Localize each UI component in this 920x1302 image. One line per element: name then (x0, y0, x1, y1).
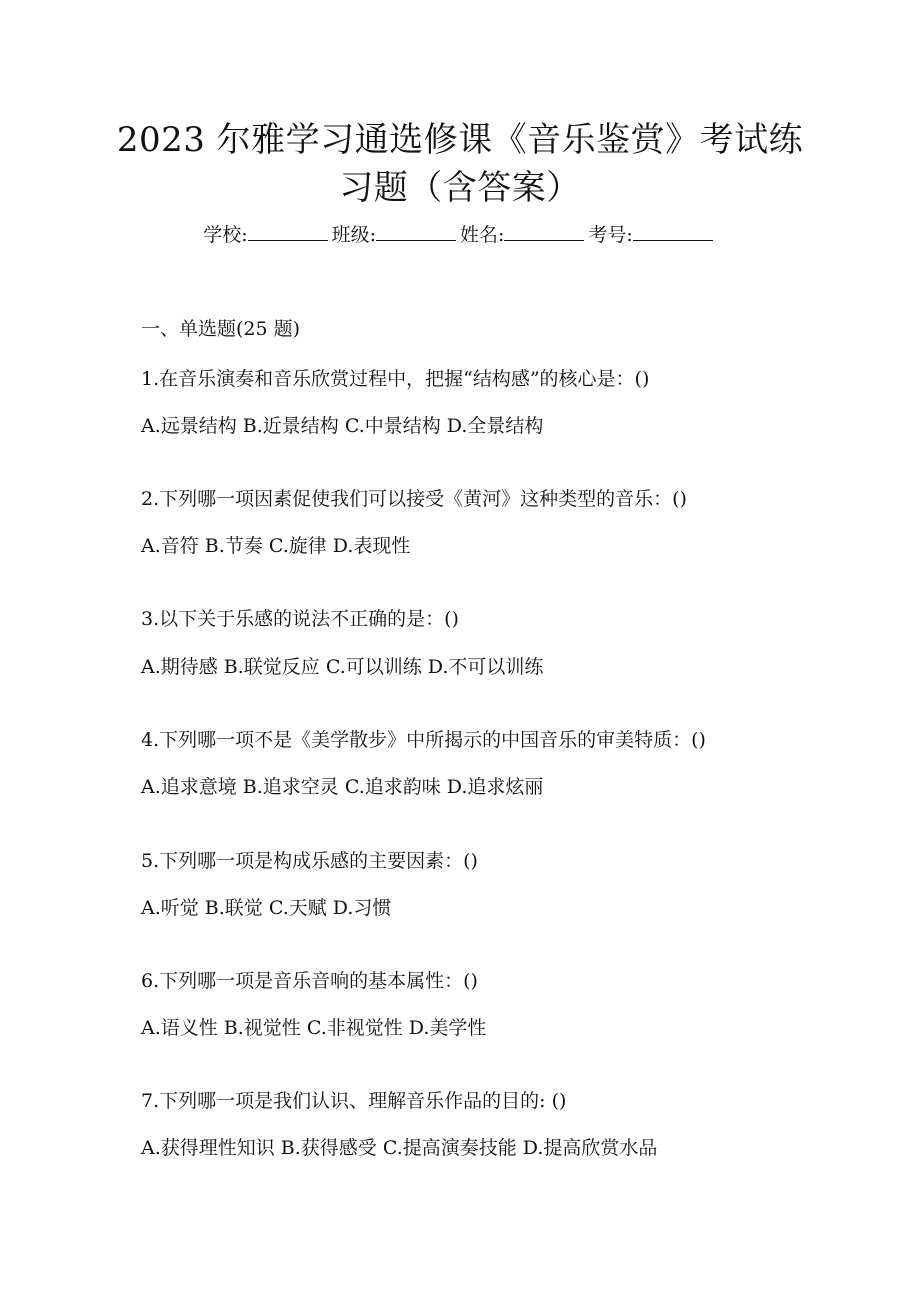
question-text: 1.在音乐演奏和音乐欣赏过程中，把握“结构感”的核心是：() (141, 368, 650, 390)
exam-number-label: 考号: (588, 224, 633, 246)
section-title: 一、单选题(25 题) (141, 318, 301, 340)
class-blank (376, 222, 456, 241)
question-options: A.远景结构 B.近景结构 C.中景结构 D.全景结构 (141, 415, 544, 437)
exam-number-blank (633, 222, 713, 241)
class-label: 班级: (331, 224, 376, 246)
student-info-row (0, 222, 920, 248)
name-blank (504, 222, 584, 241)
question-text: 4.下列哪一项不是《美学散步》中所揭示的中国音乐的审美特质：() (141, 729, 706, 751)
question-options: A.期待感 B.联觉反应 C.可以训练 D.不可以训练 (141, 656, 544, 678)
school-blank (248, 222, 328, 241)
question-options: A.听觉 B.联觉 C.天赋 D.习惯 (141, 897, 392, 919)
question-text: 6.下列哪一项是音乐音响的基本属性：() (141, 970, 478, 992)
question-options: A.语义性 B.视觉性 C.非视觉性 D.美学性 (141, 1017, 487, 1039)
question-text: 2.下列哪一项因素促使我们可以接受《黄河》这种类型的音乐：() (141, 488, 687, 510)
page-title-line2: 习题（含答案） (339, 168, 581, 208)
question-options: A.获得理性知识 B.获得感受 C.提高演奏技能 D.提高欣赏水品 (141, 1137, 658, 1159)
school-label: 学校: (203, 224, 248, 246)
question-text: 3.以下关于乐感的说法不正确的是：() (141, 608, 459, 630)
question-options: A.追求意境 B.追求空灵 C.追求韵味 D.追求炫丽 (141, 776, 544, 798)
question-text: 5.下列哪一项是构成乐感的主要因素：() (141, 850, 478, 872)
question-text: 7.下列哪一项是我们认识、理解音乐作品的目的: () (141, 1090, 567, 1112)
page-title-line1: 2023 尔雅学习通选修课《音乐鉴赏》考试练 (116, 120, 804, 160)
question-options: A.音符 B.节奏 C.旋律 D.表现性 (141, 535, 411, 557)
name-label: 姓名: (460, 224, 505, 246)
